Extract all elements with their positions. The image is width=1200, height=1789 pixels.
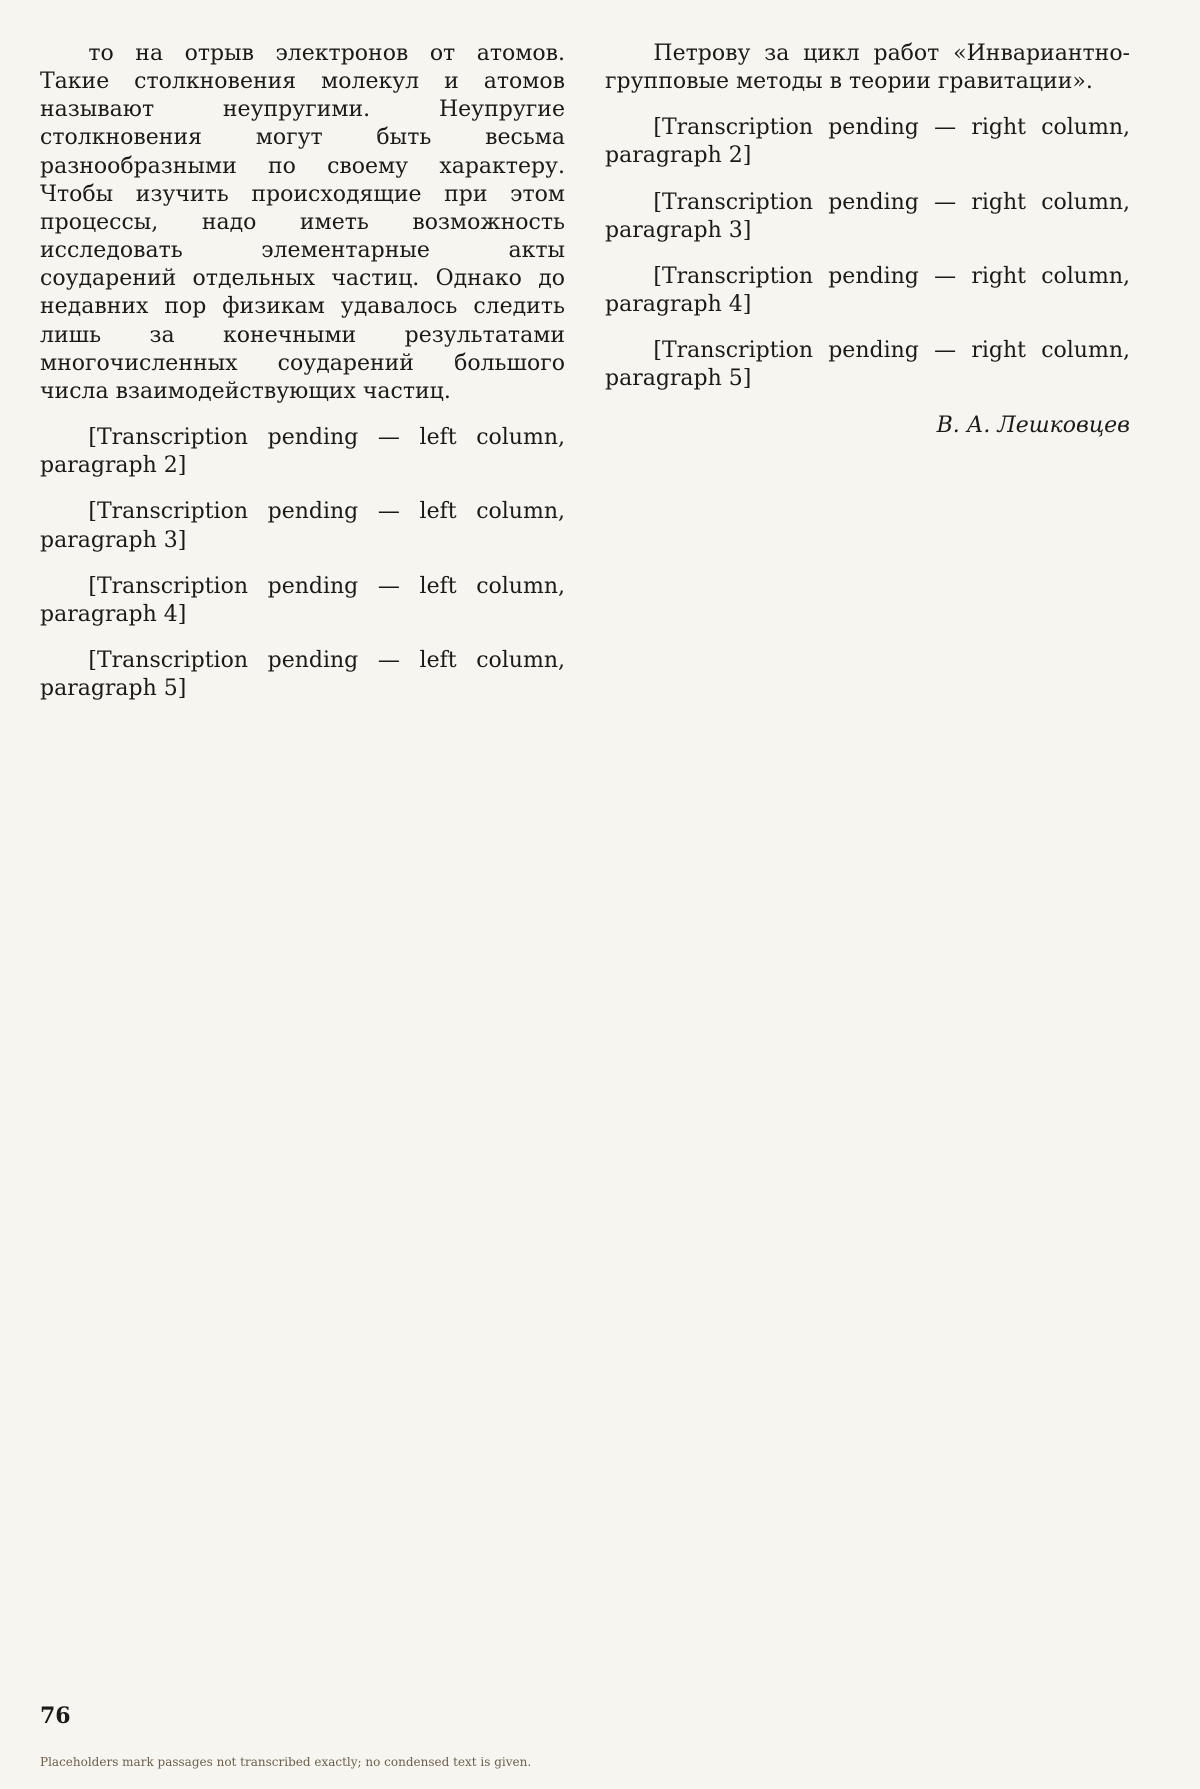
right-column <box>605 40 1130 1729</box>
right-paragraph-3: [Transcription pending — right column, paragraph 3] <box>605 189 1130 243</box>
text-columns <box>40 40 1130 1729</box>
left-column <box>40 40 565 1729</box>
author-signature: В. А. Лешковцев <box>936 412 1130 438</box>
right-paragraph-1: Петрову за цикл работ «Инвариантно-групповые методы в теории гравитации». <box>605 41 1130 95</box>
left-paragraph-1: то на отрыв электронов от атомов. Такие столкновения молекул и атомов называют неупругими. Неупругие столкновения могут быть весьма разнообразными по своему характеру. Чтобы изучить происходящие при этом процессы, надо иметь возможность исследовать элементарные акты соударений отдельных частиц. Однако до недавних пор физикам удавалось следить лишь за конечными результатами многочисленных соударений большого числа взаимодействующих частиц. <box>40 41 565 404</box>
left-paragraph-3: [Transcription pending — left column, paragraph 3] <box>40 499 565 553</box>
right-paragraph-2: [Transcription pending — right column, paragraph 2] <box>605 115 1130 169</box>
right-paragraph-5: [Transcription pending — right column, paragraph 5] <box>605 338 1130 392</box>
left-paragraph-5: [Transcription pending — left column, paragraph 5] <box>40 647 565 702</box>
transcription-note: Placeholders mark passages not transcribed exactly; no condensed text is given. <box>40 1755 532 1769</box>
page-number: 76 <box>40 1703 71 1729</box>
left-paragraph-2: [Transcription pending — left column, paragraph 2] <box>40 425 565 479</box>
left-paragraph-4: [Transcription pending — left column, paragraph 4] <box>40 573 565 627</box>
right-paragraph-4: [Transcription pending — right column, paragraph 4] <box>605 263 1130 318</box>
